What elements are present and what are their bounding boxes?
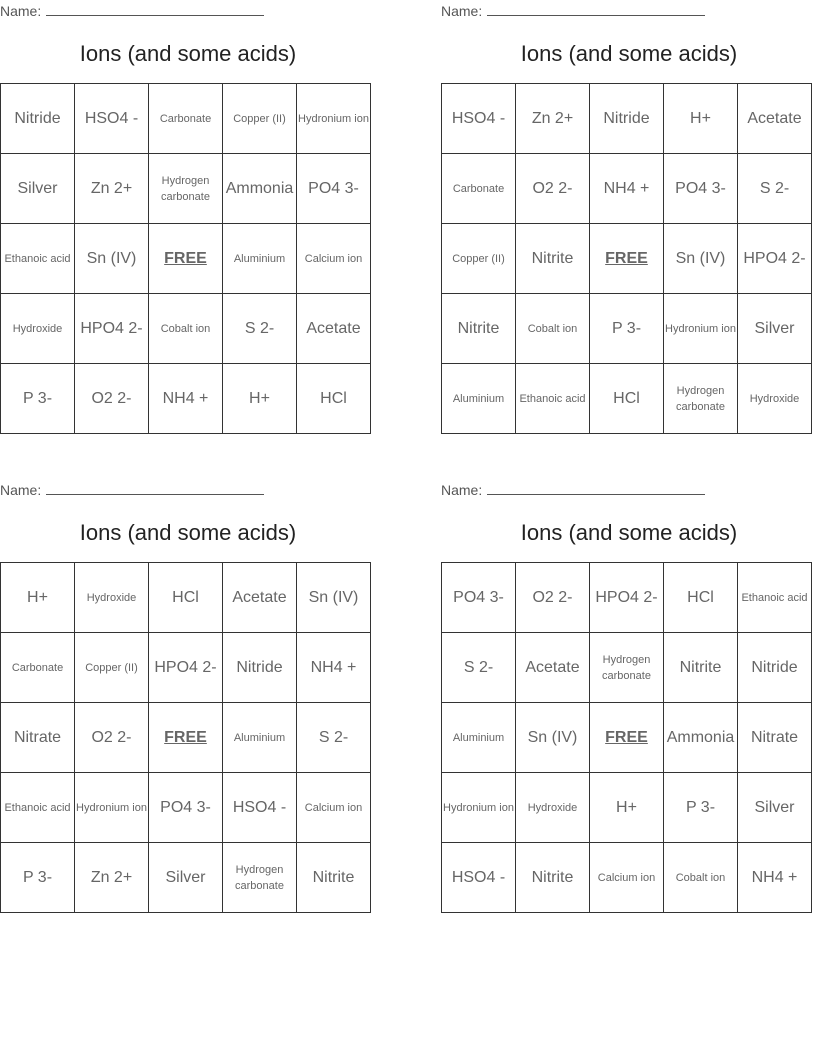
grid-row (442, 84, 812, 154)
grid-cell[interactable]: Hydronium ion (442, 773, 516, 843)
name-underline[interactable] (46, 3, 264, 16)
card-title: Ions (and some acids) (79, 41, 297, 66)
name-field[interactable] (441, 482, 705, 498)
grid-cell[interactable]: H+ (664, 84, 738, 154)
bingo-card-1 (0, 0, 376, 430)
grid-cell[interactable]: PO4 3- (442, 563, 516, 633)
grid-cell[interactable]: NH4 + (738, 843, 812, 913)
grid-cell[interactable]: Hydrogen carbonate (590, 633, 664, 703)
grid-cell[interactable]: Sn (IV) (297, 563, 371, 633)
grid-cell[interactable]: HPO4 2- (590, 563, 664, 633)
grid-cell[interactable]: O2 2- (516, 563, 590, 633)
grid-row (1, 224, 371, 294)
grid-cell[interactable]: Zn 2+ (75, 154, 149, 224)
grid-cell[interactable]: S 2- (738, 154, 812, 224)
grid-cell[interactable]: Silver (738, 294, 812, 364)
grid-cell[interactable]: Nitride (738, 633, 812, 703)
grid-cell[interactable]: Hydronium ion (75, 773, 149, 843)
free-cell[interactable]: FREE (149, 224, 223, 294)
grid-cell[interactable]: Nitrite (516, 224, 590, 294)
grid-cell[interactable]: Nitrite (442, 294, 516, 364)
grid-cell[interactable]: S 2- (297, 703, 371, 773)
grid-cell[interactable]: Hydroxide (516, 773, 590, 843)
grid-cell[interactable]: Nitride (223, 633, 297, 703)
grid-cell[interactable]: S 2- (223, 294, 297, 364)
grid-cell[interactable]: Hydrogen carbonate (664, 364, 738, 434)
grid-cell[interactable]: Hydroxide (1, 294, 75, 364)
grid-row (1, 364, 371, 434)
grid-cell[interactable]: Zn 2+ (516, 84, 590, 154)
grid-row (1, 703, 371, 773)
grid-cell[interactable]: Ethanoic acid (516, 364, 590, 434)
grid-cell[interactable]: HCl (149, 563, 223, 633)
grid-cell[interactable]: NH4 + (149, 364, 223, 434)
grid-cell[interactable]: Sn (IV) (75, 224, 149, 294)
card-title: Ions (and some acids) (520, 41, 738, 66)
grid-cell[interactable]: Sn (IV) (664, 224, 738, 294)
grid-cell[interactable]: HSO4 - (75, 84, 149, 154)
grid-cell[interactable]: Aluminium (223, 224, 297, 294)
grid-row (442, 703, 812, 773)
free-cell[interactable]: FREE (149, 703, 223, 773)
grid-cell[interactable]: Cobalt ion (149, 294, 223, 364)
bingo-grid (0, 562, 371, 913)
grid-cell[interactable]: Ethanoic acid (1, 773, 75, 843)
grid-row (1, 633, 371, 703)
grid-cell[interactable]: Hydrogen carbonate (149, 154, 223, 224)
grid-cell[interactable]: Acetate (297, 294, 371, 364)
grid-cell[interactable]: Copper (II) (442, 224, 516, 294)
grid-cell[interactable]: Calcium ion (297, 773, 371, 843)
grid-cell[interactable]: PO4 3- (149, 773, 223, 843)
grid-cell[interactable]: NH4 + (297, 633, 371, 703)
grid-cell[interactable]: Carbonate (149, 84, 223, 154)
grid-row (1, 563, 371, 633)
grid-cell[interactable]: P 3- (1, 364, 75, 434)
grid-cell[interactable]: Hydroxide (75, 563, 149, 633)
grid-cell[interactable]: Silver (738, 773, 812, 843)
grid-cell[interactable]: NH4 + (590, 154, 664, 224)
grid-cell[interactable]: Calcium ion (590, 843, 664, 913)
grid-cell[interactable]: Ethanoic acid (738, 563, 812, 633)
free-cell[interactable]: FREE (590, 224, 664, 294)
grid-cell[interactable]: Nitride (1, 84, 75, 154)
bingo-grid (441, 562, 812, 913)
name-label: Name: (0, 482, 42, 498)
name-field[interactable] (0, 482, 264, 498)
grid-row (442, 364, 812, 434)
grid-cell[interactable]: HSO4 - (442, 84, 516, 154)
grid-cell[interactable]: Nitrate (1, 703, 75, 773)
grid-row (442, 633, 812, 703)
free-cell[interactable]: FREE (590, 703, 664, 773)
grid-row (1, 154, 371, 224)
grid-cell[interactable]: Nitrite (664, 633, 738, 703)
grid-cell[interactable]: PO4 3- (664, 154, 738, 224)
card-title: Ions (and some acids) (79, 520, 297, 545)
grid-cell[interactable]: Nitride (590, 84, 664, 154)
grid-cell[interactable]: Nitrite (516, 843, 590, 913)
grid-cell[interactable]: Carbonate (442, 154, 516, 224)
grid-cell[interactable]: Hydroxide (738, 364, 812, 434)
grid-cell[interactable]: Copper (II) (223, 84, 297, 154)
grid-cell[interactable]: PO4 3- (297, 154, 371, 224)
grid-row (1, 84, 371, 154)
name-field[interactable] (441, 3, 705, 19)
grid-row (442, 294, 812, 364)
grid-cell[interactable]: Acetate (516, 633, 590, 703)
grid-cell[interactable]: P 3- (590, 294, 664, 364)
grid-cell[interactable]: H+ (1, 563, 75, 633)
grid-cell[interactable]: HSO4 - (442, 843, 516, 913)
grid-cell[interactable]: Zn 2+ (75, 843, 149, 913)
grid-row (1, 843, 371, 913)
bingo-card-2 (441, 0, 816, 430)
name-field[interactable] (0, 3, 264, 19)
grid-cell[interactable]: Hydrogen carbonate (223, 843, 297, 913)
card-title: Ions (and some acids) (520, 520, 738, 545)
bingo-card-4 (441, 479, 816, 909)
name-label: Name: (441, 3, 483, 19)
bingo-grid (0, 83, 371, 434)
name-label: Name: (441, 482, 483, 498)
grid-cell[interactable]: HCl (297, 364, 371, 434)
grid-row (442, 563, 812, 633)
name-underline[interactable] (487, 3, 705, 16)
bingo-grid (441, 83, 812, 434)
grid-cell[interactable]: Aluminium (442, 703, 516, 773)
grid-cell[interactable]: H+ (223, 364, 297, 434)
grid-cell[interactable]: Ammonia (223, 154, 297, 224)
grid-cell[interactable]: HCl (664, 563, 738, 633)
grid-cell[interactable]: Aluminium (223, 703, 297, 773)
grid-cell[interactable]: HPO4 2- (149, 633, 223, 703)
grid-row (442, 843, 812, 913)
grid-cell[interactable]: Hydronium ion (297, 84, 371, 154)
grid-cell[interactable]: Silver (1, 154, 75, 224)
name-label: Name: (0, 3, 42, 19)
grid-cell[interactable]: H+ (590, 773, 664, 843)
grid-row (442, 773, 812, 843)
grid-cell[interactable]: Ammonia (664, 703, 738, 773)
grid-row (1, 294, 371, 364)
grid-cell[interactable]: HPO4 2- (738, 224, 812, 294)
grid-cell[interactable]: Acetate (223, 563, 297, 633)
grid-cell[interactable]: Nitrate (738, 703, 812, 773)
grid-cell[interactable]: S 2- (442, 633, 516, 703)
grid-cell[interactable]: HSO4 - (223, 773, 297, 843)
grid-cell[interactable]: Carbonate (1, 633, 75, 703)
grid-cell[interactable]: Nitrite (297, 843, 371, 913)
grid-cell[interactable]: Sn (IV) (516, 703, 590, 773)
grid-cell[interactable]: HPO4 2- (75, 294, 149, 364)
grid-cell[interactable]: P 3- (1, 843, 75, 913)
grid-cell[interactable]: Cobalt ion (664, 843, 738, 913)
grid-cell[interactable]: P 3- (664, 773, 738, 843)
grid-cell[interactable]: Acetate (738, 84, 812, 154)
grid-cell[interactable]: O2 2- (516, 154, 590, 224)
grid-cell[interactable]: O2 2- (75, 703, 149, 773)
grid-cell[interactable]: Silver (149, 843, 223, 913)
bingo-card-3 (0, 479, 376, 909)
grid-cell[interactable]: Copper (II) (75, 633, 149, 703)
grid-row (442, 154, 812, 224)
grid-cell[interactable]: HCl (590, 364, 664, 434)
grid-row (442, 224, 812, 294)
grid-cell[interactable]: Calcium ion (297, 224, 371, 294)
grid-cell[interactable]: O2 2- (75, 364, 149, 434)
grid-cell[interactable]: Ethanoic acid (1, 224, 75, 294)
grid-row (1, 773, 371, 843)
name-underline[interactable] (46, 482, 264, 495)
grid-cell[interactable]: Cobalt ion (516, 294, 590, 364)
name-underline[interactable] (487, 482, 705, 495)
grid-cell[interactable]: Aluminium (442, 364, 516, 434)
grid-cell[interactable]: Hydronium ion (664, 294, 738, 364)
